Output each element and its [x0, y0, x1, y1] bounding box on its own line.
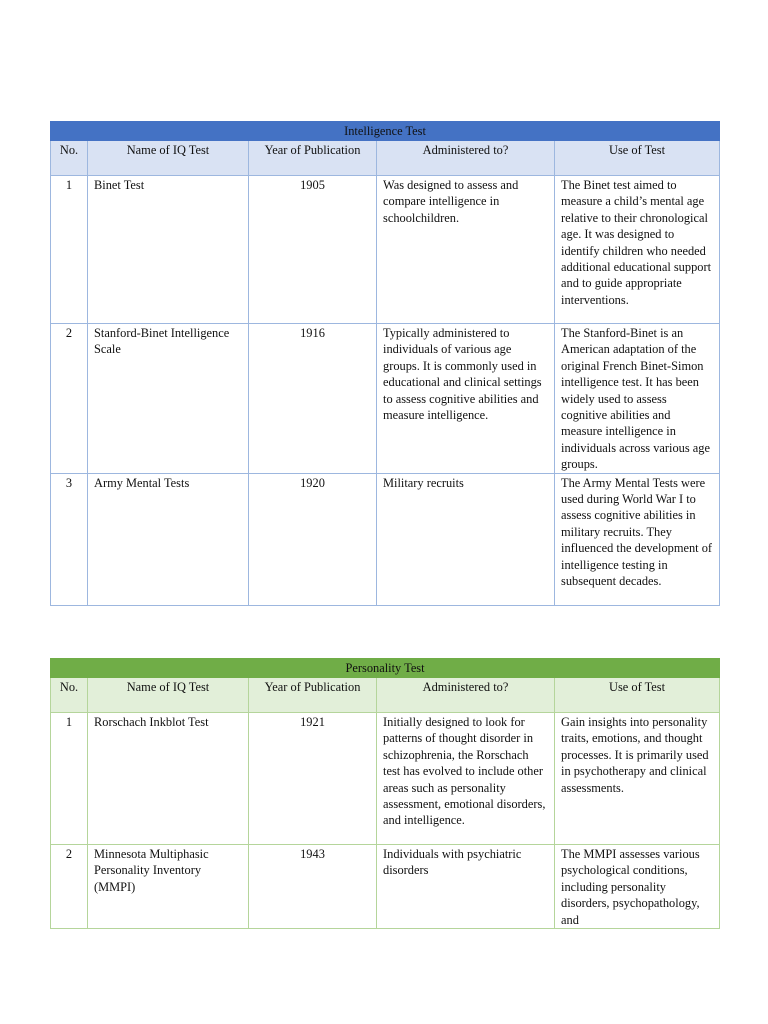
cell-no: 1: [51, 713, 88, 845]
cell-name: Stanford-Binet Intelligence Scale: [88, 324, 249, 474]
table-row: [51, 324, 720, 474]
table-row: [51, 845, 720, 929]
column-header-use: Use of Test: [555, 141, 720, 176]
table-row: [51, 176, 720, 324]
cell-name: Binet Test: [88, 176, 249, 324]
cell-use: The Army Mental Tests were used during World War I to assess cognitive abilities in military recruits. They influenced the development of intelligence testing in subsequent decades.: [555, 473, 720, 605]
cell-no: 3: [51, 473, 88, 605]
cell-year: 1921: [249, 713, 377, 845]
column-header-administered: Administered to?: [377, 678, 555, 713]
cell-administered: Initially designed to look for patterns of thought disorder in schizophrenia, the Rorschach test has evolved to include other areas such as personality assessment, emotional disorders, and intelligence.: [377, 713, 555, 845]
cell-name: Rorschach Inkblot Test: [88, 713, 249, 845]
column-header-no: No.: [51, 141, 88, 176]
cell-year: 1905: [249, 176, 377, 324]
table-title: Personality Test: [51, 659, 720, 678]
column-header-use: Use of Test: [555, 678, 720, 713]
intelligence-test-table: [50, 121, 720, 606]
cell-no: 2: [51, 845, 88, 929]
cell-use: The Stanford-Binet is an American adaptation of the original French Binet-Simon intelligence test. It has been widely used to assess cognitive abilities and measure intelligence in individuals across various age groups.: [555, 324, 720, 474]
column-header-no: No.: [51, 678, 88, 713]
cell-no: 2: [51, 324, 88, 474]
cell-name: Army Mental Tests: [88, 473, 249, 605]
personality-test-table: [50, 658, 720, 929]
cell-year: 1916: [249, 324, 377, 474]
cell-administered: Military recruits: [377, 473, 555, 605]
column-header-year: Year of Publication: [249, 141, 377, 176]
cell-administered: Was designed to assess and compare intelligence in schoolchildren.: [377, 176, 555, 324]
cell-year: 1920: [249, 473, 377, 605]
cell-use: Gain insights into personality traits, emotions, and thought processes. It is primarily used in psychotherapy and clinical assessments.: [555, 713, 720, 845]
column-header-name: Name of IQ Test: [88, 678, 249, 713]
cell-use: The Binet test aimed to measure a child’s mental age relative to their chronological age. It was designed to identify children who needed additional educational support and to guide appropriate interventions.: [555, 176, 720, 324]
column-header-name: Name of IQ Test: [88, 141, 249, 176]
table-title: Intelligence Test: [51, 122, 720, 141]
column-header-year: Year of Publication: [249, 678, 377, 713]
cell-administered: Individuals with psychiatric disorders: [377, 845, 555, 929]
table-row: [51, 473, 720, 605]
cell-use: The MMPI assesses various psychological conditions, including personality disorders, psychopathology, and: [555, 845, 720, 929]
table-row: [51, 713, 720, 845]
cell-name: Minnesota Multiphasic Personality Inventory (MMPI): [88, 845, 249, 929]
cell-year: 1943: [249, 845, 377, 929]
column-header-administered: Administered to?: [377, 141, 555, 176]
cell-no: 1: [51, 176, 88, 324]
cell-administered: Typically administered to individuals of various age groups. It is commonly used in educational and clinical settings to assess cognitive abilities and measure intelligence.: [377, 324, 555, 474]
